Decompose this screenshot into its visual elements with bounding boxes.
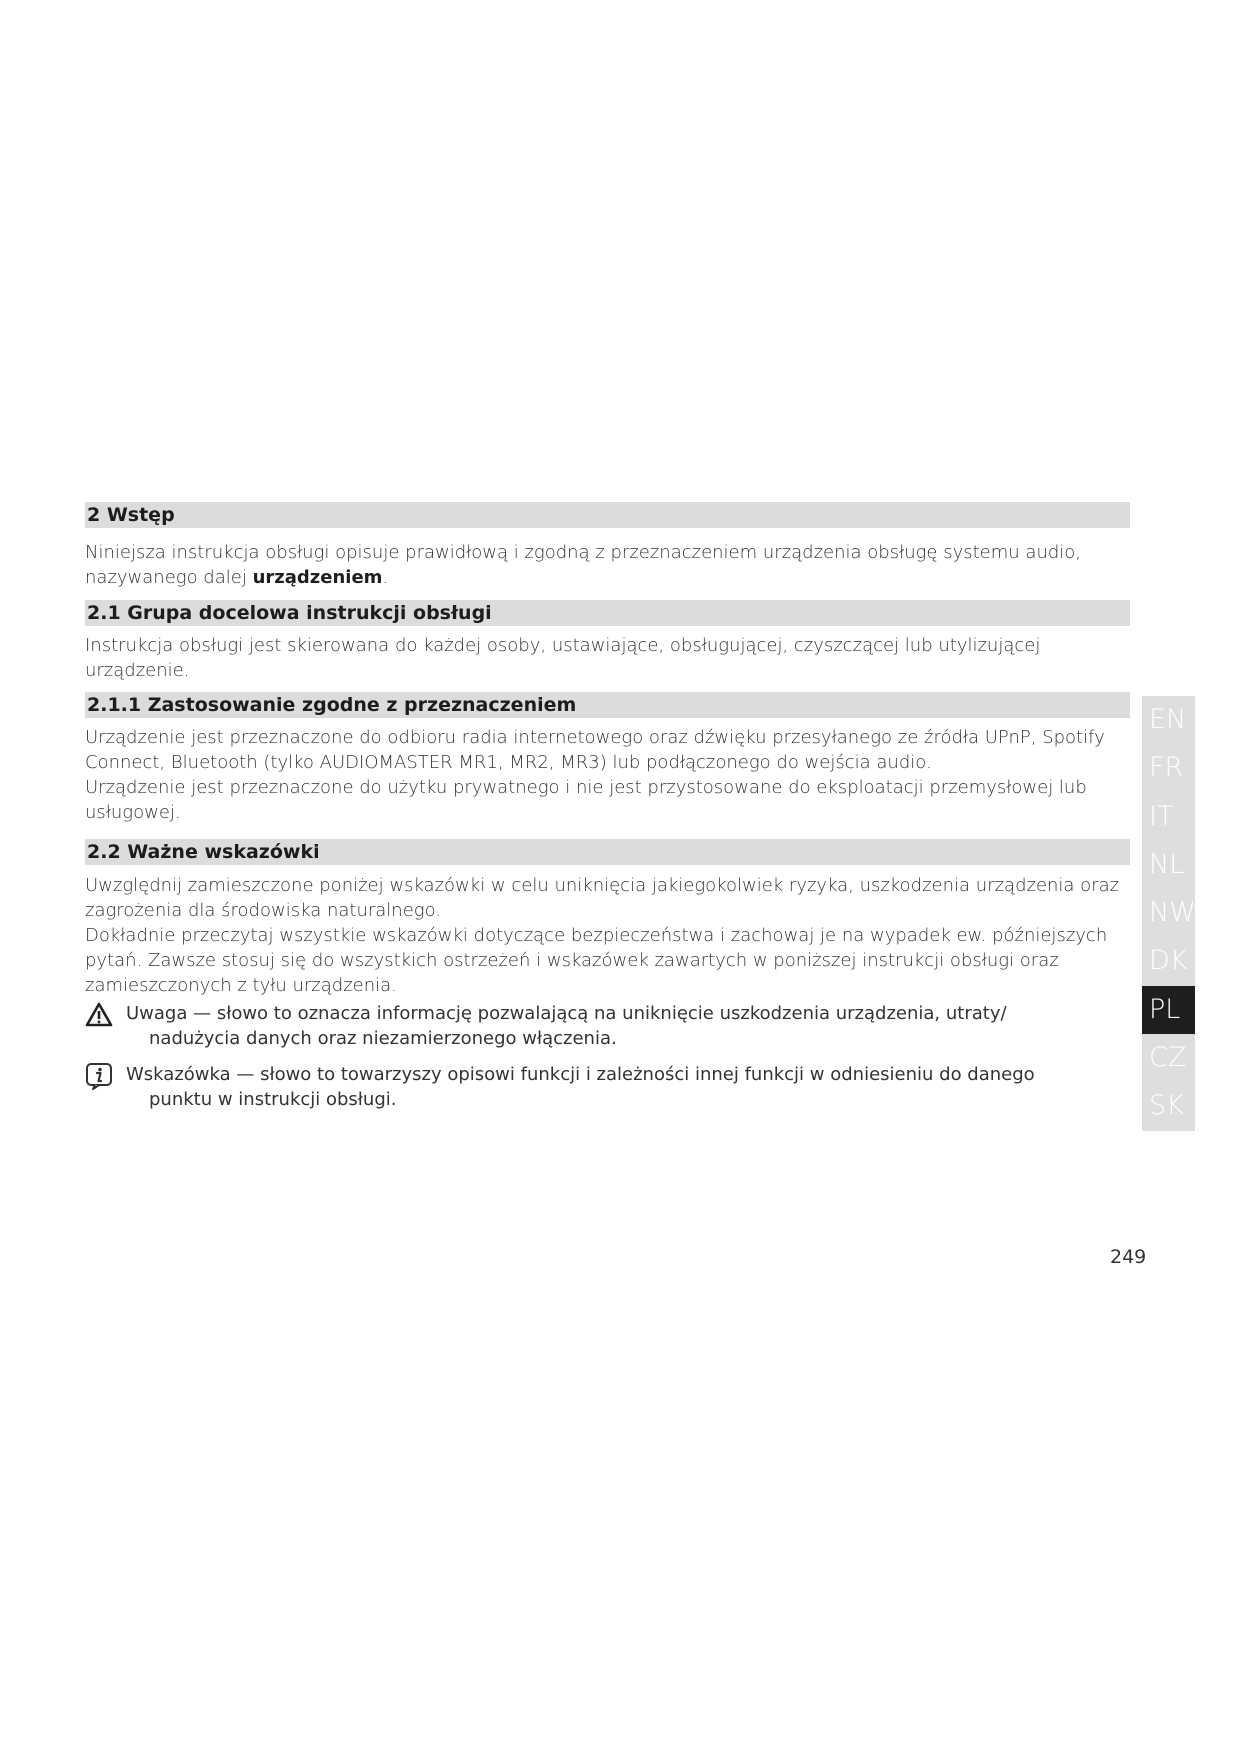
warning-text-line-2: nadużycia danych oraz niezamierzonego włączenia. <box>149 1028 617 1049</box>
section-heading-2-2: 2.2 Ważne wskazówki <box>85 839 1130 865</box>
section-2-2-body-2: Dokładnie przeczytaj wszystkie wskazówki dotyczące bezpieczeństwa i zachowaj je na wypadek ew. późniejszych pytań. Zawsze stosuj się do wszystkich ostrzeżeń i wskazówek zawartych w poniższej instrukcji obsługi oraz zamieszczonych z tyłu urządzenia. <box>85 925 1108 996</box>
section-2-body-bold: urządzeniem <box>252 567 383 588</box>
info-text-line-2: punktu w instrukcji obsługi. <box>149 1089 397 1110</box>
section-2-2-body-1: Uwzględnij zamieszczone poniżej wskazówki w celu uniknięcia jakiegokolwiek ryzyka, uszkodzenia urządzenia oraz zagrożenia dla środowiska naturalnego. <box>85 875 1120 921</box>
page-number: 249 <box>1110 1246 1147 1268</box>
warning-text-line-1: Uwaga — słowo to oznacza informację pozwalającą na uniknięcie uszkodzenia urządzenia, utraty/ <box>126 1003 1007 1024</box>
section-2-1-body: Instrukcja obsługi jest skierowana do każdej osoby, ustawiające, obsługującej, czyszczącej lub utylizującej urządzenie. <box>85 635 1041 681</box>
info-note <box>85 1062 1130 1112</box>
language-tab-it[interactable]: IT <box>1149 800 1174 832</box>
language-tab-cz[interactable]: CZ <box>1149 1042 1187 1074</box>
language-tab-fr[interactable]: FR <box>1149 752 1184 784</box>
language-tab-dk[interactable]: DK <box>1149 945 1188 977</box>
language-tab-nw[interactable]: NW <box>1149 897 1196 929</box>
warning-triangle-icon <box>85 1001 113 1029</box>
section-2-body-end: . <box>382 567 389 588</box>
section-2-body <box>85 540 1130 590</box>
info-text-line-1: Wskazówka — słowo to towarzyszy opisowi funkcji i zależności innej funkcji w odniesieniu do danego <box>126 1064 1035 1085</box>
language-tab-en[interactable]: EN <box>1149 704 1187 735</box>
language-tab-sk[interactable]: SK <box>1149 1090 1184 1122</box>
section-2-1-1-body-1: Urządzenie jest przeznaczone do odbioru radia internetowego oraz dźwięku przesyłanego ze źródła UPnP, Spotify Connect, Bluetooth (tylko AUDIOMASTER MR1, MR2, MR3) lub podłączonego do wejścia audio. <box>85 727 1105 773</box>
section-heading-2: 2 Wstęp <box>85 502 1130 528</box>
page-content <box>85 502 1130 1112</box>
section-2-1-1-body-2: Urządzenie jest przeznaczone do użytku prywatnego i nie jest przystosowane do eksploatacji przemysłowej lub usługowej. <box>85 777 1087 823</box>
info-icon <box>85 1062 113 1090</box>
language-tab-pl[interactable]: PL <box>1142 986 1195 1034</box>
section-2-body-text: Niniejsza instrukcja obsługi opisuje prawidłową i zgodną z przeznaczeniem urządzenia obsługę systemu audio, nazywanego dalej <box>85 542 1082 588</box>
language-tab-nl[interactable]: NL <box>1149 848 1185 880</box>
language-tabs <box>1142 696 1195 1131</box>
warning-note <box>85 1001 1130 1051</box>
section-heading-2-1: 2.1 Grupa docelowa instrukcji obsługi <box>85 600 1130 626</box>
section-heading-2-1-1: 2.1.1 Zastosowanie zgodne z przeznaczeniem <box>85 692 1130 718</box>
